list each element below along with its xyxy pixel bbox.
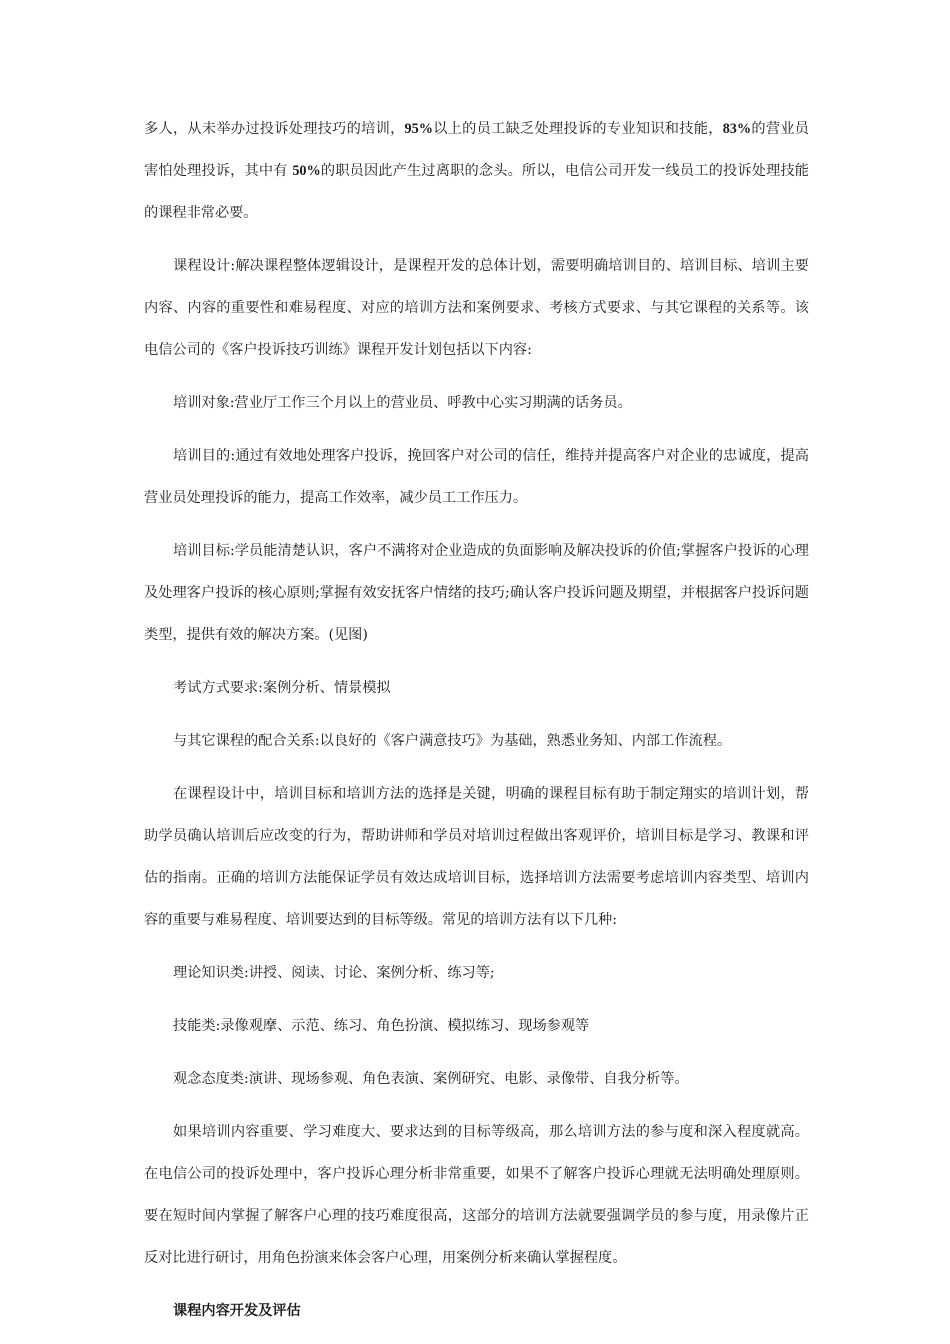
percent-83: 83% [722,121,752,137]
paragraph-attitude-methods: 观念态度类:演讲、现场参观、角色表演、案例研究、电影、录像带、自我分析等。 [173,1071,689,1087]
text-run: 的营业员害怕处理投诉，其中有 [144,121,809,179]
percent-95: 95% [404,121,433,137]
paragraph-exam-method: 考试方式要求:案例分析、情景模拟 [173,680,391,696]
paragraph-participation: 如果培训内容重要、学习难度大、要求达到的目标等级高，那么培训方法的参与度和深入程度就高。在电信公司的投诉处理中，客户投诉心理分析非常重要，如果不了解客户投诉心理就无法明确处理原则。要在短时间内掌握了解客户心理的技巧难度很高，这部分的培训方法就要强调学员的参与度，用录像片正反对比进行研讨，用角色扮演来体会客户心理，用案例分析来确认掌握程度。 [144,1124,809,1266]
paragraph-skill-methods: 技能类:录像观摩、示范、练习、角色扮演、模拟练习、现场参观等 [173,1018,590,1034]
paragraph-training-purpose: 培训目的:通过有效地处理客户投诉，挽回客户对公司的信任，维持并提高客户对企业的忠诚度，提高营业员处理投诉的能力，提高工作效率，减少员工工作压力。 [144,448,809,506]
text-run: 多人，从未举办过投诉处理技巧的培训， [144,121,405,137]
section-heading: 课程内容开发及评估 [173,1303,301,1319]
paragraph-method-selection: 在课程设计中，培训目标和培训方法的选择是关键，明确的课程目标有助于制定翔实的培训计划，帮助学员确认培训后应改变的行为，帮助讲师和学员对培训过程做出客观评价，培训目标是学习、教课和评估的指南。正确的培训方法能保证学员有效达成培训目标，选择培训方法需要考虑培训内容类型、培训内容的重要与难易程度、培训要达到的目标等级。常见的培训方法有以下几种: [144,786,809,928]
text-run: 的职员因此产生过离职的念头。所以，电信公司开发一线员工的投诉处理技能的课程非常必要。 [144,163,809,221]
document-page [144,108,809,1332]
paragraph-intro [144,108,809,234]
paragraph-training-audience: 培训对象:营业厅工作三个月以上的营业员、呼教中心实习期满的话务员。 [173,395,632,411]
text-run: 以上的员工缺乏处理投诉的专业知识和技能， [432,121,723,137]
paragraph-training-goals: 培训目标:学员能清楚认识，客户不满将对企业造成的负面影响及解决投诉的价值;掌握客户投诉的心理及处理客户投诉的核心原则;掌握有效安抚客户情绪的技巧;确认客户投诉问题及期望，并根据客户投诉问题类型，提供有效的解决方案。(见图) [144,543,809,643]
paragraph-course-design: 课程设计:解决课程整体逻辑设计，是课程开发的总体计划，需要明确培训目的、培训目标、培训主要内容、内容的重要性和难易程度、对应的培训方法和案例要求、考核方式要求、与其它课程的关系等。该电信公司的《客户投诉技巧训练》课程开发计划包括以下内容: [144,258,809,358]
paragraph-theory-methods: 理论知识类:讲授、阅读、讨论、案例分析、练习等; [173,965,495,981]
paragraph-course-relations: 与其它课程的配合关系:以良好的《客户满意技巧》为基础，熟悉业务知、内部工作流程。 [173,733,732,749]
percent-50: 50% [292,163,321,179]
